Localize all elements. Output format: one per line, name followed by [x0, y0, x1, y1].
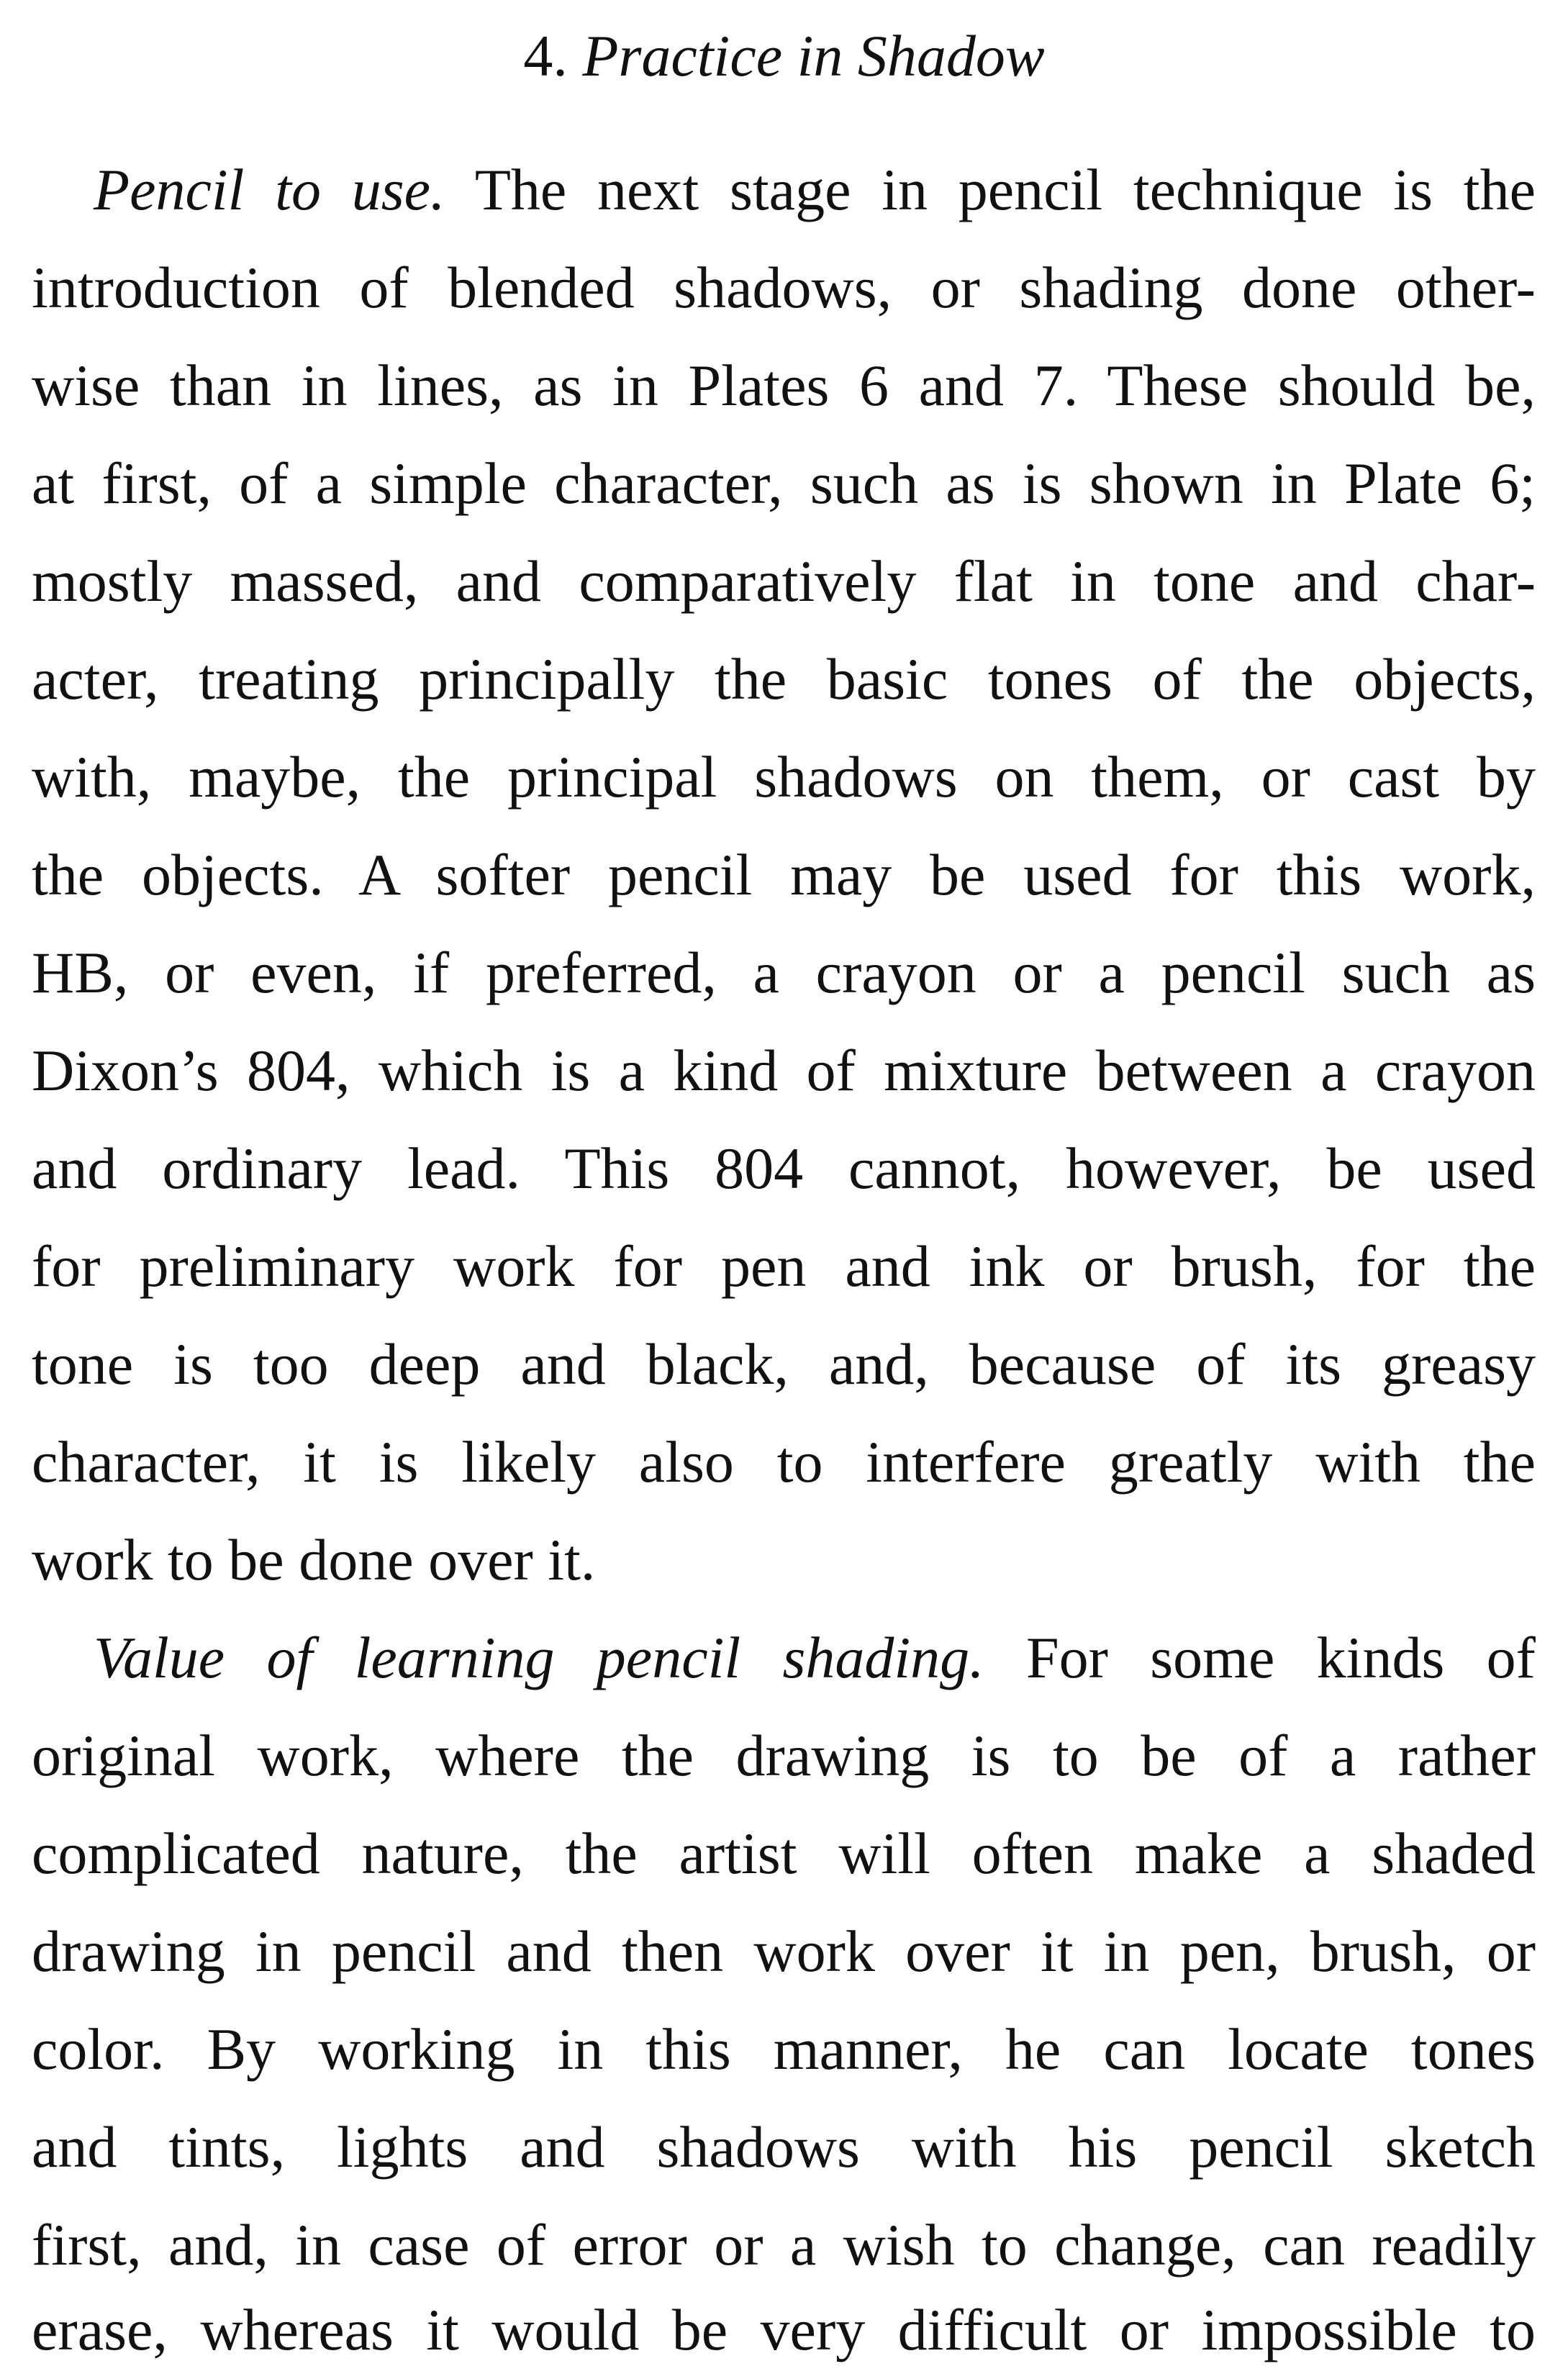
paragraph-2-line-8: erase, whereas it would be very difficult or impossible to	[32, 2297, 1536, 2362]
section-number: 4.	[523, 23, 568, 89]
paragraph-1-line-12: for preliminary work for pen and ink or brush, for the	[32, 1233, 1536, 1299]
paragraph-1-line-5: mostly massed, and comparatively flat in tone and char-	[32, 548, 1536, 614]
section-title: Practice in Shadow	[582, 23, 1045, 89]
paragraph-2-line-7: first, and, in case of error or a wish to change, can readily	[32, 2212, 1536, 2278]
paragraph-1-line-1-text: The next stage in pencil technique is the	[445, 157, 1536, 222]
paragraph-1-line-2: introduction of blended shadows, or shading done other-	[32, 255, 1536, 320]
paragraph-1-line-3: wise than in lines, as in Plates 6 and 7. These should be,	[32, 353, 1536, 418]
section-heading	[0, 16, 1568, 96]
paragraph-1-line-7: with, maybe, the principal shadows on them, or cast by	[32, 744, 1536, 810]
paragraph-2-line-3: complicated nature, the artist will often make a shaded	[32, 1821, 1536, 1886]
paragraph-2-line-1-text: For some kinds of	[984, 1625, 1536, 1690]
paragraph-2-line-1	[94, 1609, 1536, 1707]
paragraph-1-lead: Pencil to use.	[94, 157, 445, 222]
paragraph-2-line-6: and tints, lights and shadows with his pencil sketch	[32, 2114, 1536, 2180]
paragraph-1-line-1	[94, 141, 1536, 239]
paragraph-1-line-9: HB, or even, if preferred, a crayon or a pencil such as	[32, 940, 1536, 1005]
paragraph-1-line-4: at first, of a simple character, such as is shown in Plate 6;	[32, 450, 1536, 516]
paragraph-2-lead: Value of learning pencil shading.	[94, 1625, 984, 1690]
paragraph-1-line-15: work to be done over it.	[32, 1527, 596, 1592]
paragraph-2-line-2: original work, where the drawing is to be of a rather	[32, 1723, 1536, 1788]
paragraph-2-line-4: drawing in pencil and then work over it in pen, brush, or	[32, 1918, 1536, 1984]
paragraph-1-line-8: the objects. A softer pencil may be used for this work,	[32, 842, 1536, 907]
paragraph-1-line-11: and ordinary lead. This 804 cannot, however, be used	[32, 1136, 1536, 1201]
paragraph-1-line-10: Dixon’s 804, which is a kind of mixture between a crayon	[32, 1038, 1536, 1103]
paragraph-2-line-5: color. By working in this manner, he can locate tones	[32, 2016, 1536, 2082]
paragraph-1-line-6: acter, treating principally the basic tones of the objects,	[32, 646, 1536, 712]
paragraph-1-line-13: tone is too deep and black, and, because of its greasy	[32, 1331, 1536, 1397]
paragraph-1-line-14: character, it is likely also to interfere greatly with the	[32, 1429, 1536, 1495]
